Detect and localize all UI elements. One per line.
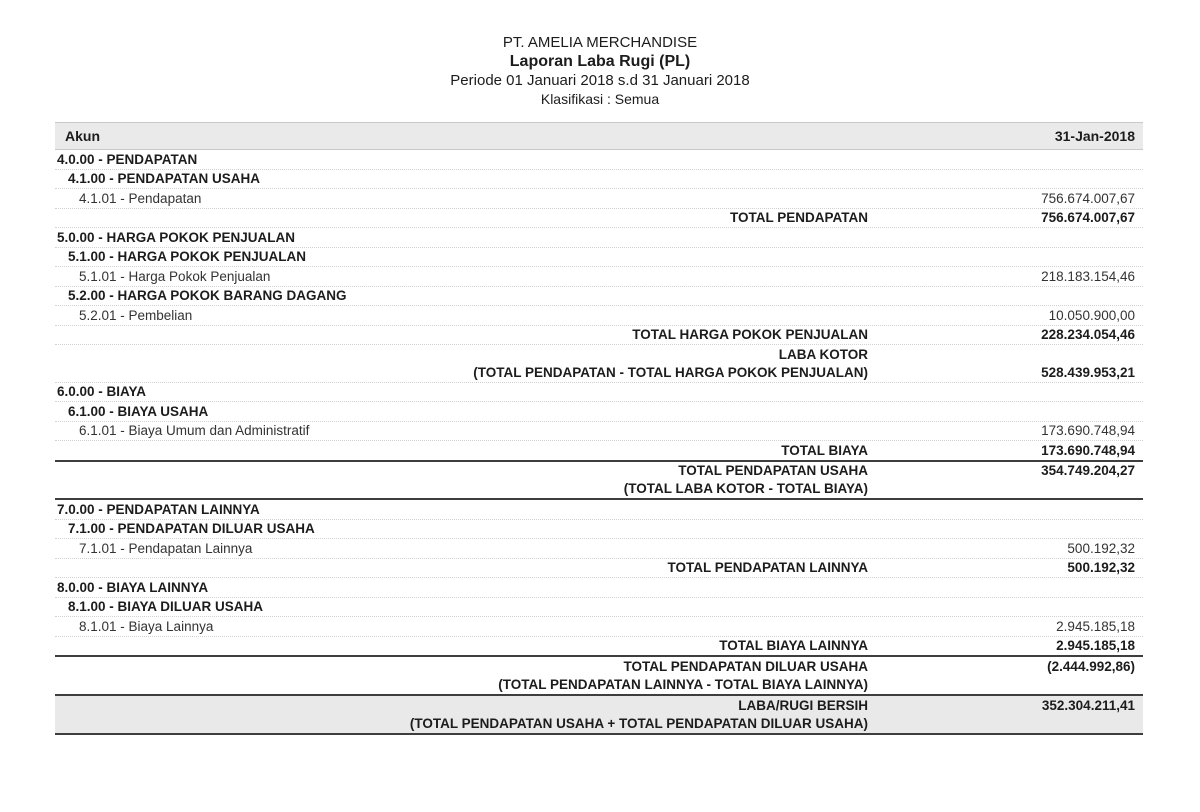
table-row (55, 422, 1143, 442)
grand-total-row (55, 694, 1143, 735)
account-label: 7.1.00 - PENDAPATAN DILUAR USAHA (68, 521, 315, 536)
report-title: Laporan Laba Rugi (PL) (509, 53, 691, 70)
row-value: 756.674.007,67 (1041, 190, 1135, 206)
row-value: 173.690.748,94 (1041, 442, 1135, 458)
row-value (871, 520, 1143, 538)
total-label: TOTAL BIAYA LAINNYA (719, 638, 868, 653)
total-label: TOTAL PENDAPATAN (730, 210, 868, 225)
total-label: TOTAL BIAYA (781, 442, 868, 458)
total-row (55, 326, 1143, 346)
total-row (55, 462, 1143, 501)
account-label: 5.0.00 - HARGA POKOK PENJUALAN (57, 229, 296, 245)
row-value (871, 383, 1143, 401)
row-value: 228.234.054,46 (1041, 327, 1135, 342)
account-label: 6.0.00 - BIAYA (57, 384, 147, 399)
table-row (55, 228, 1143, 248)
table-row (55, 402, 1143, 422)
table-row (55, 170, 1143, 190)
table-row (55, 150, 1143, 170)
row-value: 2.945.185,18 (1056, 618, 1135, 634)
total-label: TOTAL HARGA POKOK PENJUALAN (632, 327, 868, 342)
table-row (55, 287, 1143, 307)
row-value: 2.945.185,18 (1056, 638, 1135, 653)
column-header-account: Akun (65, 128, 100, 144)
row-value: 500.192,32 (1067, 560, 1135, 575)
account-label: 4.0.00 - PENDAPATAN (57, 151, 198, 167)
account-label: 5.2.00 - HARGA POKOK BARANG DAGANG (68, 288, 347, 303)
account-label: 7.1.01 - Pendapatan Lainnya (79, 540, 253, 556)
total-row (55, 637, 1143, 658)
total-label-line1: TOTAL PENDAPATAN DILUAR USAHA (623, 658, 868, 674)
total-label-line2: (TOTAL LABA KOTOR - TOTAL BIAYA) (623, 481, 868, 496)
row-value (871, 170, 1143, 188)
total-label (55, 346, 868, 382)
row-value (871, 248, 1143, 266)
row-value: (2.444.992,86) (1047, 658, 1135, 674)
table-row (55, 617, 1143, 637)
total-row (55, 657, 1143, 694)
row-value (871, 287, 1143, 305)
row-value (871, 579, 1143, 597)
company-name: PT. AMELIA MERCHANDISE (502, 34, 698, 51)
row-value: 500.192,32 (1067, 540, 1135, 556)
total-label: TOTAL PENDAPATAN LAINNYA (667, 560, 868, 575)
account-label: 4.1.01 - Pendapatan (79, 190, 202, 206)
table-row (55, 383, 1143, 403)
account-label: 6.1.01 - Biaya Umum dan Administratif (79, 423, 310, 438)
table-row (55, 306, 1143, 326)
account-label: 5.1.00 - HARGA POKOK PENJUALAN (68, 249, 307, 264)
total-row (55, 559, 1143, 579)
row-value: 756.674.007,67 (1041, 210, 1135, 225)
row-value: 10.050.900,00 (1048, 307, 1135, 323)
table-row (55, 578, 1143, 598)
row-value: 173.690.748,94 (1041, 423, 1135, 438)
account-label: 8.1.00 - BIAYA DILUAR USAHA (68, 599, 264, 614)
report-header (0, 0, 1200, 109)
total-row (55, 209, 1143, 229)
total-label-line2: (TOTAL PENDAPATAN - TOTAL HARGA POKOK PENJUALAN) (473, 364, 868, 380)
total-label (55, 462, 868, 498)
total-label-line2: (TOTAL PENDAPATAN USAHA + TOTAL PENDAPATAN DILUAR USAHA) (409, 715, 868, 731)
table-header-row (55, 122, 1143, 150)
row-value: 352.304.211,41 (1041, 697, 1135, 713)
account-label: 6.1.00 - BIAYA USAHA (68, 403, 209, 419)
row-value (871, 403, 1143, 421)
total-label-line2: (TOTAL PENDAPATAN LAINNYA - TOTAL BIAYA LAINNYA) (498, 676, 868, 692)
column-header-date: 31-Jan-2018 (1054, 128, 1135, 144)
table-row (55, 189, 1143, 209)
report-table (55, 122, 1143, 735)
total-label-line1: LABA KOTOR (778, 346, 868, 362)
total-label-line1: TOTAL PENDAPATAN USAHA (678, 463, 868, 478)
account-label: 5.2.01 - Pembelian (79, 307, 193, 323)
row-value: 528.439.953,21 (1041, 364, 1135, 380)
table-row (55, 520, 1143, 540)
report-classification: Klasifikasi : Semua (540, 91, 660, 107)
table-row (55, 539, 1143, 559)
row-value (871, 598, 1143, 616)
row-value (871, 229, 1143, 247)
account-label: 8.1.01 - Biaya Lainnya (79, 618, 214, 634)
account-label: 5.1.01 - Harga Pokok Penjualan (79, 268, 271, 284)
table-row (55, 500, 1143, 520)
table-row (55, 598, 1143, 618)
total-row (55, 441, 1143, 462)
total-label-line1: LABA/RUGI BERSIH (738, 697, 868, 713)
total-label (55, 697, 868, 733)
row-value (871, 501, 1143, 519)
account-label: 7.0.00 - PENDAPATAN LAINNYA (57, 501, 260, 517)
account-label: 8.0.00 - BIAYA LAINNYA (57, 579, 209, 595)
row-value (871, 151, 1143, 169)
row-value: 354.749.204,27 (1041, 463, 1135, 478)
total-label (55, 658, 868, 694)
account-label: 4.1.00 - PENDAPATAN USAHA (68, 171, 261, 186)
table-row (55, 248, 1143, 268)
report-period: Periode 01 Januari 2018 s.d 31 Januari 2018 (450, 72, 750, 89)
total-row (55, 345, 1143, 383)
table-row (55, 267, 1143, 287)
row-value: 218.183.154,46 (1041, 268, 1135, 284)
